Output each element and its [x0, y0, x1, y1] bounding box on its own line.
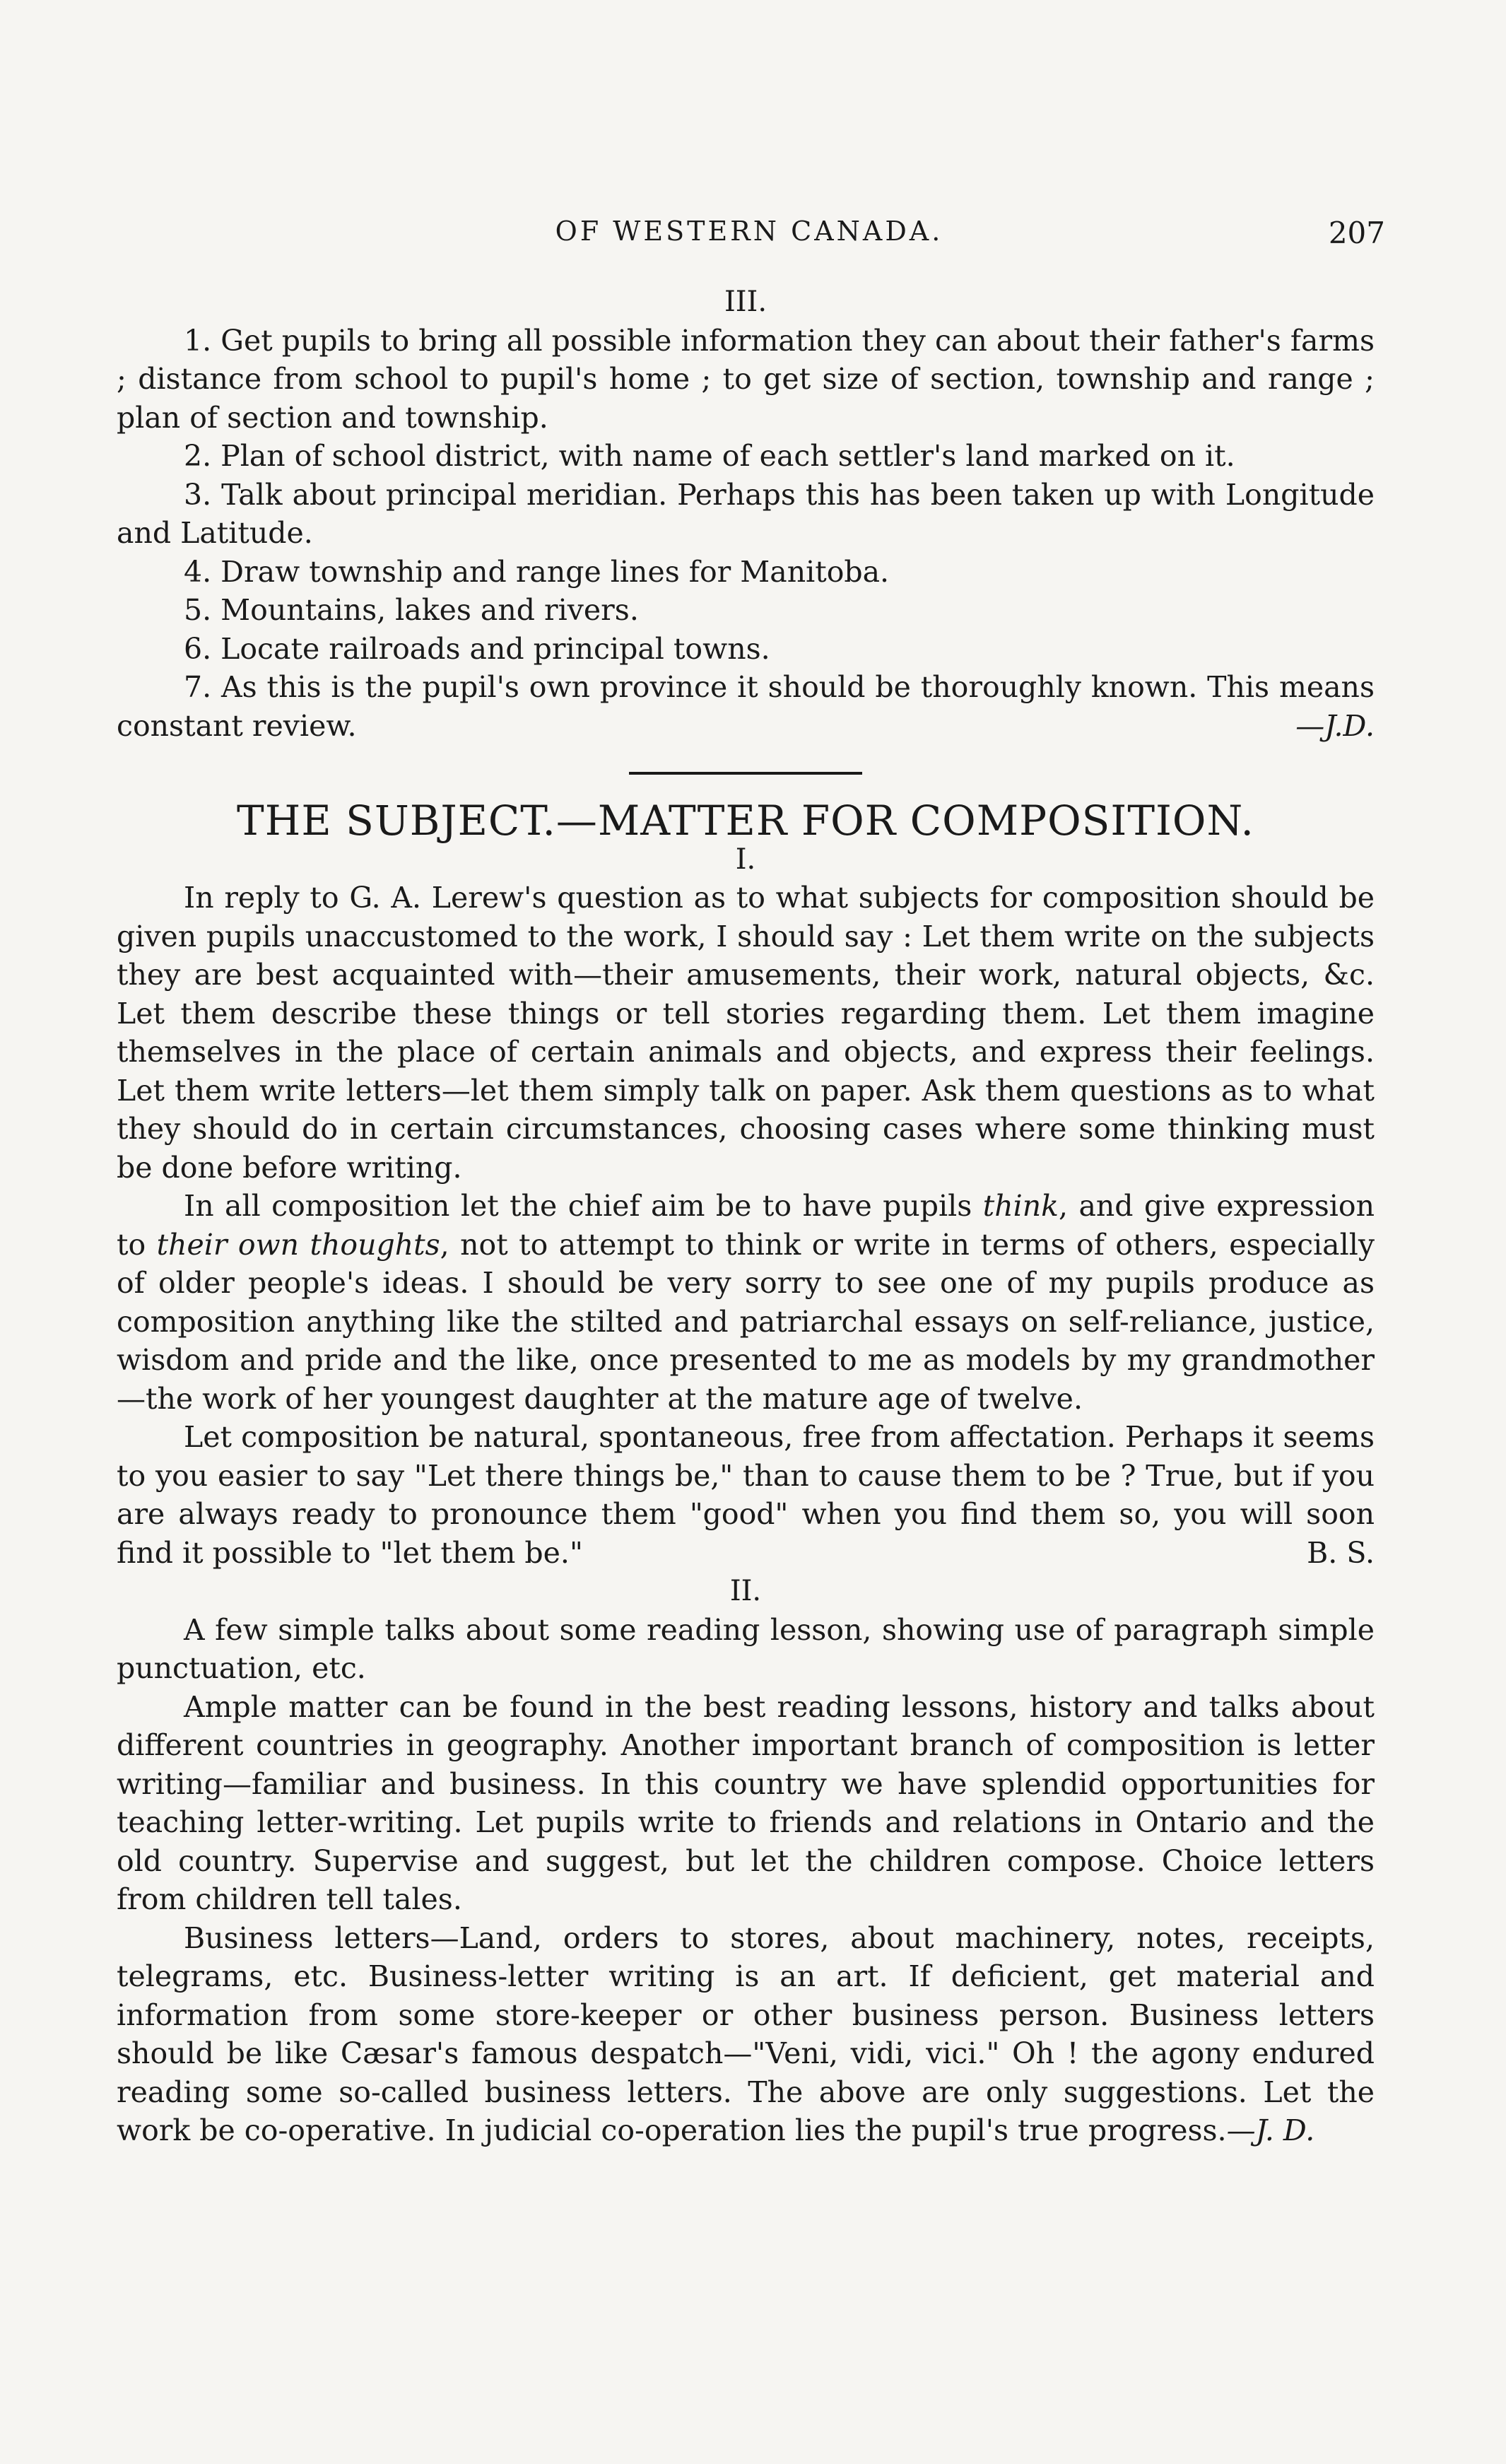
paragraph: A few simple talks about some reading lesson, showing use of paragraph simple punctuation, etc. — [117, 1612, 1375, 1685]
signature: B. S. — [1307, 1535, 1375, 1570]
list-item: 6. Locate railroads and principal towns. — [184, 631, 770, 666]
section-three — [117, 283, 1375, 2150]
list-item: 1. Get pupils to bring all possible information they can about their father's farms ; distance from school to pupil's home ; to get size of section, township and range ; plan of section and township. — [117, 323, 1375, 435]
paragraph: Ample matter can be found in the best reading lessons, history and talks about different countries in geography. Another important branch of composition is letter writing—familiar and business. In this country we have splendid opportunities for teaching letter-writing. Let pupils write to friends and relations in Ontario and the old country. Supervise and suggest, but let the children compose. Choice letters from children tell tales. — [117, 1689, 1375, 1916]
signature: —J. D. — [1226, 2113, 1315, 2147]
italic-run: think — [982, 1189, 1059, 1223]
text-run: In all composition let the chief aim be to have pupils — [184, 1189, 983, 1223]
text-run: , not to attempt to think or write in terms of others, especially of older people's ideas. I should be very sorry to see one of my pupils produce as composition anything like the stilted and patriarchal essays on self-reliance, justice, wisdom and pride and the like, once presented to me as models by my grandmother—the work of her youngest daughter at the mature age of twelve. — [117, 1227, 1375, 1416]
part-numeral: II. — [729, 1575, 762, 1607]
list-item: 3. Talk about principal meridian. Perhaps this has been taken up with Longitude and Latitude. — [117, 477, 1375, 550]
page-header — [113, 216, 1385, 258]
list-item-text: 7. As this is the pupil's own province it should be thoroughly known. This means constant review. — [117, 670, 1375, 743]
page-number: 207 — [1328, 216, 1385, 250]
section-numeral: III. — [724, 286, 767, 318]
text-run: , and give expression to — [117, 1189, 1375, 1262]
article-title: THE SUBJECT.—MATTER FOR COMPOSITION. — [237, 797, 1254, 845]
list-item: 4. Draw township and range lines for Manitoba. — [184, 554, 890, 589]
paragraph — [117, 1418, 1375, 1572]
list-item — [117, 668, 1375, 745]
paragraph: In reply to G. A. Lerew's question as to what subjects for composition should be given pupils unaccustomed to the work, I should say : Let them write on the subjects they are best acquainted with—their amusements, their work, natural objects, &c. Let them describe these things or tell stories regarding them. Let them imagine themselves in the place of certain animals and objects, and express their feelings. Let them write letters—let them simply talk on paper. Ask them questions as to what they should do in certain circumstances, choosing cases where some thinking must be done before writing. — [117, 881, 1375, 1185]
italic-run: their own thoughts — [156, 1227, 440, 1262]
list-item: 2. Plan of school district, with name of each settler's land marked on it. — [184, 439, 1235, 473]
list-item: 5. Mountains, lakes and rivers. — [184, 593, 639, 627]
paragraph — [117, 1187, 1375, 1418]
signature: —J.D. — [1295, 708, 1375, 743]
paragraph-text: Let composition be natural, spontaneous, free from affectation. Perhaps it seems to you easier to say "Let there things be," than to cause them to be ? True, but if you are always ready to pronounce them "good" when you find them so, you will soon find it possible to "let them be." — [117, 1420, 1375, 1570]
paragraph-text: Business letters—Land, orders to stores, about machinery, notes, receipts, telegrams, etc. Business-letter writing is an art. If deficient, get material and information from some store-keeper or other business person. Business letters should be like Cæsar's famous despatch—"Veni, vidi, vici." Oh ! the agony endured reading some so-called business letters. The above are only suggestions. Let the work be co-operative. In judicial co-operation lies the pupil's true progress. — [117, 1920, 1375, 2147]
paragraph — [117, 1919, 1375, 2150]
divider-rule — [629, 772, 862, 775]
part-numeral: I. — [735, 843, 756, 876]
running-head: OF WESTERN CANADA. — [555, 216, 943, 247]
